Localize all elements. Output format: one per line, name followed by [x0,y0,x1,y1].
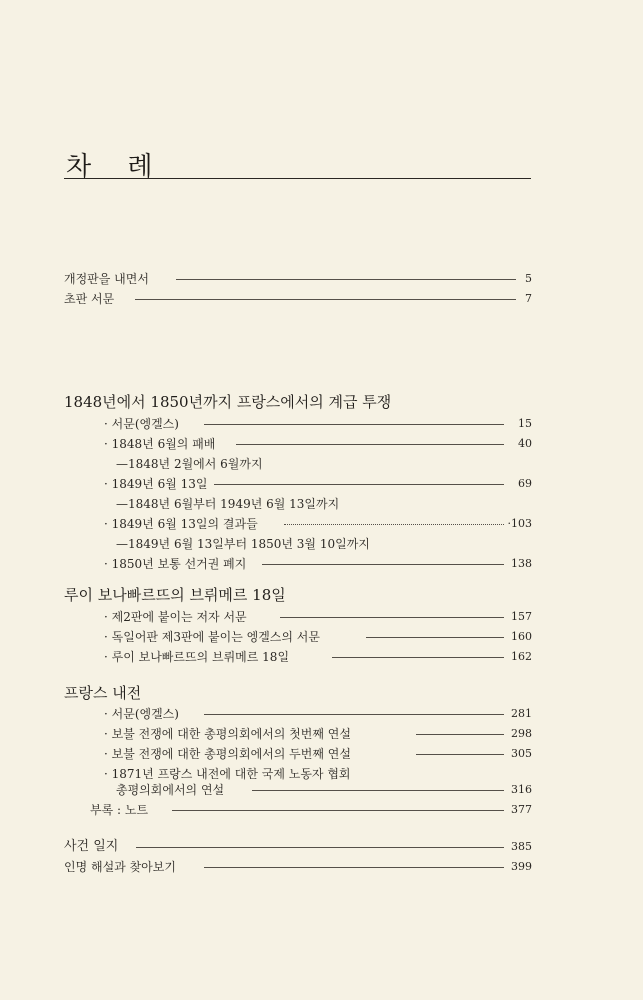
section-title-eighteenth-brumaire[interactable]: 루이 보나빠르뜨의 브뤼메르 18일 [64,586,286,604]
entry-label: · 서문(엥겔스) [104,417,179,431]
entry-page: 160 [511,630,532,643]
entry-page: 377 [511,803,532,816]
toc-entry[interactable] [0,608,643,626]
toc-entry-subtitle [0,495,643,513]
entry-page: 316 [511,783,532,796]
toc-entry-back-1[interactable] [0,838,643,856]
entry-label: · 제2판에 붙이는 저자 서문 [104,610,247,624]
leader-line [204,714,504,715]
entry-page: 399 [511,860,532,873]
leader-line [176,279,516,280]
entry-page: 69 [518,477,532,490]
leader-line [284,524,504,525]
leader-line [204,867,504,868]
entry-label: · 보불 전쟁에 대한 총평의회에서의 첫번째 연설 [104,727,351,741]
entry-page: 15 [518,417,532,430]
toc-entry-continuation[interactable] [0,781,643,799]
entry-subtitle: —1849년 6월 13일부터 1850년 3월 10일까지 [116,537,370,551]
entry-label: · 1849년 6월 13일의 결과들 [104,517,258,531]
toc-entry-subtitle [0,455,643,473]
entry-label: 부록 : 노트 [90,803,149,817]
leader-line [214,484,504,485]
leader-line [416,754,504,755]
toc-entry[interactable] [0,555,643,573]
entry-page: 298 [511,727,532,740]
entry-label: · 보불 전쟁에 대한 총평의회에서의 두번째 연설 [104,747,351,761]
entry-subtitle: —1848년 6월부터 1949년 6월 13일까지 [116,497,340,511]
leader-line [252,790,504,791]
entry-label: 사건 일지 [64,839,119,854]
entry-page: 385 [511,840,532,853]
leader-line [136,847,504,848]
entry-label: · 1871년 프랑스 내전에 대한 국제 노동자 협회 [104,767,351,781]
toc-entry[interactable] [0,648,643,666]
entry-page: 40 [518,437,532,450]
toc-entry[interactable] [0,628,643,646]
entry-label: · 1850년 보통 선거권 폐지 [104,557,247,571]
entry-page: 7 [525,292,532,305]
entry-page: 162 [511,650,532,663]
toc-entry-front-1[interactable] [0,270,643,288]
toc-entry-subtitle [0,535,643,553]
leader-line [172,810,504,811]
entry-label: 개정판을 내면서 [64,272,149,286]
toc-entry[interactable] [0,745,643,763]
entry-label: · 1848년 6월의 패배 [104,437,216,451]
leader-line [416,734,504,735]
entry-page: 138 [511,557,532,570]
toc-entry-back-2[interactable] [0,858,643,876]
entry-label: 인명 해설과 찾아보기 [64,860,176,874]
leader-line [280,617,504,618]
section-title-civil-war-in-france[interactable]: 프랑스 내전 [64,684,142,702]
leader-line [262,564,504,565]
leader-line [236,444,504,445]
entry-label: 초판 서문 [64,292,115,306]
toc-entry[interactable] [0,415,643,433]
toc-entry[interactable] [0,705,643,723]
entry-label: · 서문(엥겔스) [104,707,179,721]
entry-label: · 1849년 6월 13일 [104,477,208,491]
toc-entry-front-2[interactable] [0,290,643,308]
toc-entry[interactable] [0,475,643,493]
section-title-class-struggles[interactable]: 1848년에서 1850년까지 프랑스에서의 계급 투쟁 [64,393,392,411]
toc-title: 차 례 [66,152,167,182]
title-divider [64,178,531,179]
entry-page: 5 [525,272,532,285]
entry-label-continuation: 총평의회에서의 연설 [116,783,225,797]
entry-page: ·103 [507,517,532,530]
leader-line [135,299,516,300]
leader-line [332,657,504,658]
toc-entry[interactable] [0,801,643,819]
leader-line [204,424,504,425]
entry-label: · 루이 보나빠르뜨의 브뤼메르 18일 [104,650,290,664]
entry-page: 305 [511,747,532,760]
leader-line [366,637,504,638]
entry-label: · 독일어판 제3판에 붙이는 엥겔스의 서문 [104,630,320,644]
entry-subtitle: —1848년 2월에서 6월까지 [116,457,263,471]
toc-entry[interactable] [0,435,643,453]
toc-entry[interactable] [0,725,643,743]
entry-page: 157 [511,610,532,623]
toc-entry[interactable] [0,515,643,533]
entry-page: 281 [511,707,532,720]
